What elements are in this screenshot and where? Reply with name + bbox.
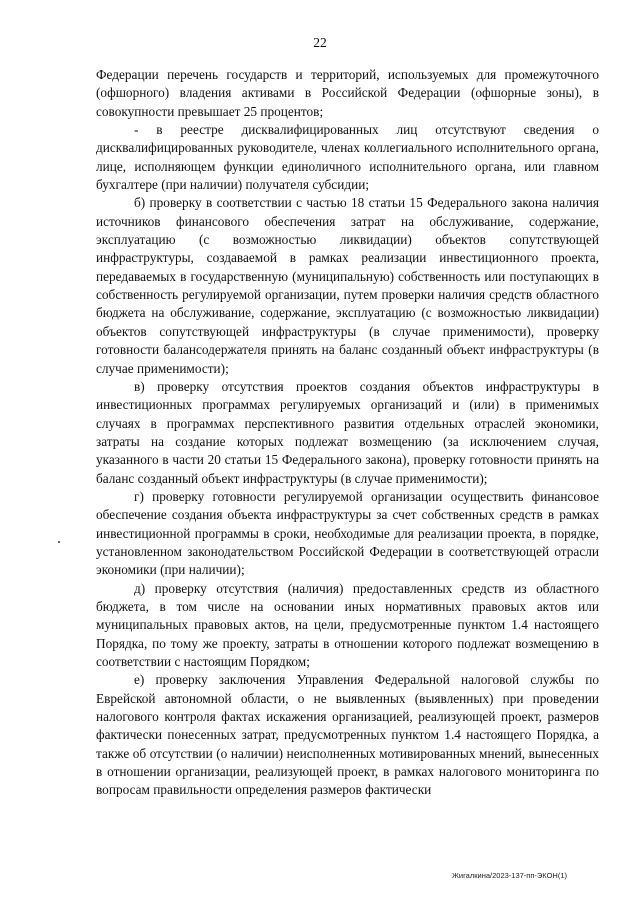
paragraph-offshore-continuation: Федерации перечень государств и территорий, используемых для промежуточного (офшорного) владения активами в Российской Федерации (офшорные зоны), в совокупности превышает 25 процентов; bbox=[96, 67, 599, 119]
paragraph-g-readiness-check: г) проверку готовности регулируемой организации осуществить финансовое обеспечение создания объекта инфраструктуры за счет собственных средств в рамках инвестиционной программы в сроки, необходимые для реализации проекта, в порядке, установленном законодательством Российской Федерации в соответствующей отрасли экономики (при наличии); bbox=[96, 488, 599, 578]
page-number: 22 bbox=[313, 35, 327, 50]
paragraph-disqualified-registry: - в реестре дисквалифицированных лиц отсутствуют сведения о дисквалифицированных руководителе, членах коллегиального исполнительного органа, лице, исполняющем функции единоличного исполнительного органа, или главном бухгалтере (при наличии) получателя субсидии; bbox=[96, 122, 599, 193]
paragraph-e-tax-service: е) проверку заключения Управления Федеральной налоговой службы по Еврейской автономной области, о не выявленных (выявленных) при проведении налогового контроля фактах искажения организацией, реализующей проект, размеров фактически понесенных затрат, предусмотренных пунктом 1.4 настоящего Порядка, а также об отсутствии (о наличии) неисполненных мотивированных мнений, вынесенных в отношении организации, реализующей проект, в рамках налогового мониторинга по вопросам правильности определения размеров фактически bbox=[96, 672, 599, 798]
document-footer-code: Жигалкина/2023-137-пп-ЭКОН(1) bbox=[452, 871, 568, 880]
scan-dot-mark bbox=[58, 541, 60, 543]
document-body bbox=[96, 66, 599, 800]
paragraph-d-budget-funds: д) проверку отсутствия (наличия) предоставленных средств из областного бюджета, в том числе на основании иных нормативных правовых актов или муниципальных правовых актов, на цели, предусмотренные пунктом 1.4 настоящего Порядка, по тому же проекту, затраты в отношении которого подлежат возмещению в соответствии с настоящим Порядком; bbox=[96, 580, 599, 669]
paragraph-v-infrastructure-projects: в) проверку отсутствия проектов создания объектов инфраструктуры в инвестиционных программах регулируемых организаций и (или) в применимых случаях в программах перспективного развития отдельных отраслей экономики, затраты на создание которых подлежат возмещению (за исключением случая, указанного в части 20 статьи 15 Федерального закона), проверку готовности принять на баланс созданный объект инфраструктуры (в случае применимости); bbox=[96, 378, 599, 486]
paragraph-b-financing-check: б) проверку в соответствии с частью 18 статьи 15 Федерального закона наличия источников финансового обеспечения затрат на обслуживание, содержание, эксплуатацию (с возможностью ликвидации) объектов сопутствующей инфраструктуры, создаваемой в рамках реализации инвестиционного проекта, передаваемых в государственную (муниципальную) собственность или поступающих в собственность регулируемой организации, путем проверки наличия средств областного бюджета на обслуживание, содержание, эксплуатацию (с возможностью ликвидации) объектов сопутствующей инфраструктуры (в случае применимости), проверку готовности балансодержателя принять на баланс созданный объект инфраструктуры (в случае применимости); bbox=[96, 195, 599, 376]
